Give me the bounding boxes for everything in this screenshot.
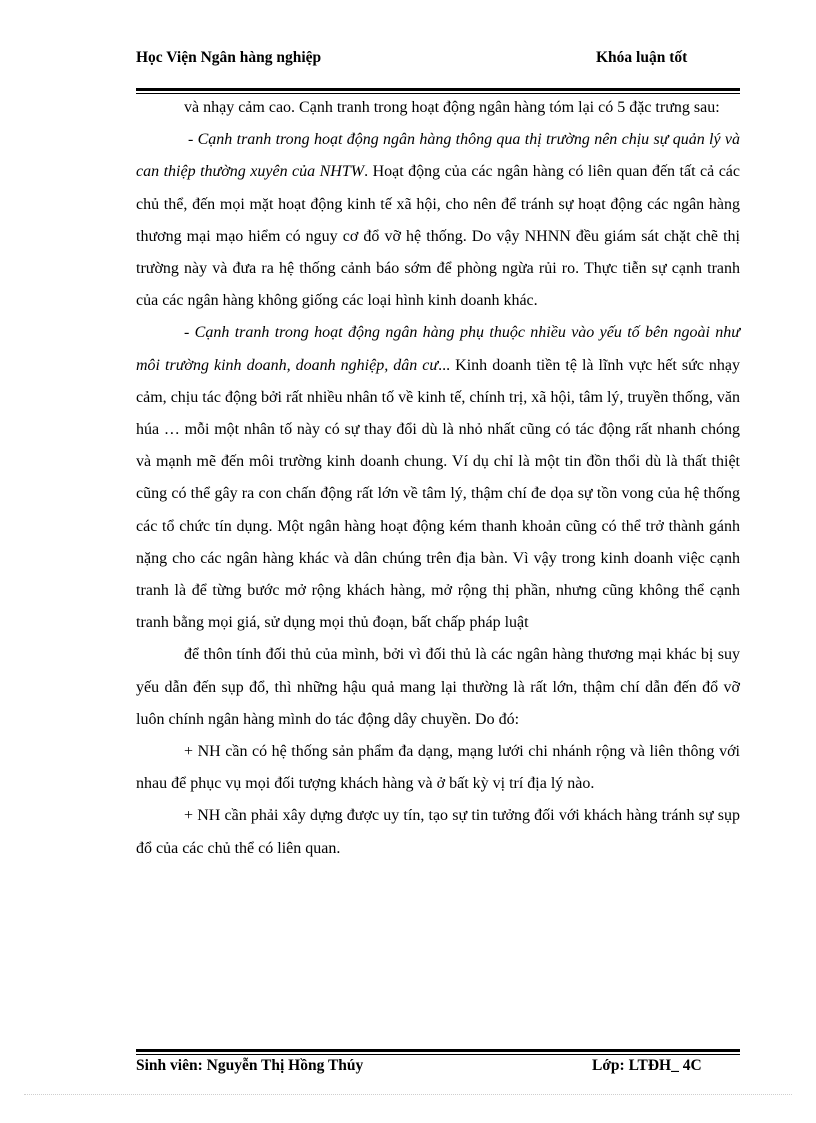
footer-student: Sinh viên: Nguyễn Thị Hồng Thúy	[136, 1057, 364, 1074]
paragraph-5: + NH cần có hệ thống sản phẩm đa dạng, mạng lưới chi nhánh rộng và liên thông với nhau để phục vụ mọi đối tượng khách hàng và ở bất kỳ vị trí địa lý nào.	[136, 743, 740, 793]
paragraph-2	[136, 124, 740, 317]
footer-class: Lớp: LTĐH_ 4C	[592, 1057, 702, 1074]
page-bottom-border	[24, 1094, 792, 1095]
paragraph-3	[136, 317, 740, 639]
page-header	[136, 48, 740, 88]
header-rule-thick	[136, 88, 740, 91]
paragraph-1: và nhạy cảm cao. Cạnh tranh trong hoạt động ngân hàng tóm lại có 5 đặc trưng sau:	[184, 99, 720, 116]
page-footer	[136, 1056, 740, 1078]
paragraph-4: để thôn tính đối thủ của mình, bởi vì đối thủ là các ngân hàng thương mại khác bị suy yếu dẫn đến sụp đổ, thì những hậu quả mang lại thường là rất lớn, thậm chí dẫn đến đổ vỡ luôn chính ngân hàng mình do tác động dây chuyền. Do đó:	[136, 646, 740, 728]
paragraph-2-text: . Hoạt động của các ngân hàng có liên quan đến tất cả các chủ thể, đến mọi mặt hoạt động kinh tế xã hội, cho nên để tránh sự hoạt động các ngân hàng thương mại mạo hiểm có nguy cơ đổ vỡ hệ thống. Do vậy NHNN đều giám sát chặt chẽ thị trường này và đưa ra hệ thống cảnh báo sớm để phòng ngừa rủi ro. Thực tiễn sự cạnh tranh của các ngân hàng không giống các loại hình kinh doanh khác.	[136, 163, 740, 310]
paragraph-3-italic: - Cạnh tranh trong hoạt động ngân hàng phụ thuộc nhiều vào yếu tố bên ngoài như môi trường kinh doanh, doanh nghiệp, dân cư	[136, 324, 740, 374]
footer-rule-thin	[136, 1054, 740, 1055]
document-body	[136, 92, 740, 865]
header-document-type: Khóa luận tốt	[596, 49, 688, 66]
paragraph-6: + NH cần phải xây dựng được uy tín, tạo sự tin tưởng đối với khách hàng tránh sự sụp đổ của các chủ thể có liên quan.	[136, 807, 740, 857]
header-institution: Học Viện Ngân hàng nghiệp	[136, 49, 322, 66]
paragraph-3-text: ... Kinh doanh tiền tệ là lĩnh vực hết sức nhạy cảm, chịu tác động bởi rất nhiều nhân tố về kinh tế, chính trị, xã hội, tâm lý, truyền thống, văn húa … mỗi một nhân tố này có sự thay đổi dù là nhỏ nhất cũng có tác động rất nhanh chóng và mạnh mẽ đến môi trường kinh doanh chung. Ví dụ chỉ là một tin đồn thổi dù là thất thiệt cũng có thể gây ra con chấn động rất lớn về tâm lý, thậm chí đe dọa sự tồn vong của hệ thống các tổ chức tín dụng. Một ngân hàng hoạt động kém thanh khoản cũng có thể trở thành gánh nặng cho các ngân hàng khác và dân chúng trên địa bàn. Vì vậy trong kinh doanh việc cạnh tranh là để từng bước mở rộng khách hàng, mở rộng thị phần, nhưng cũng không thể cạnh tranh bằng mọi giá, sử dụng mọi thủ đoạn, bất chấp pháp luật	[136, 356, 741, 632]
paragraph-2-italic: - Cạnh tranh trong hoạt động ngân hàng thông qua thị trường nên chịu sự quản lý và can thiệp thường xuyên của NHTW	[136, 131, 740, 181]
footer-rule-thick	[136, 1049, 740, 1052]
